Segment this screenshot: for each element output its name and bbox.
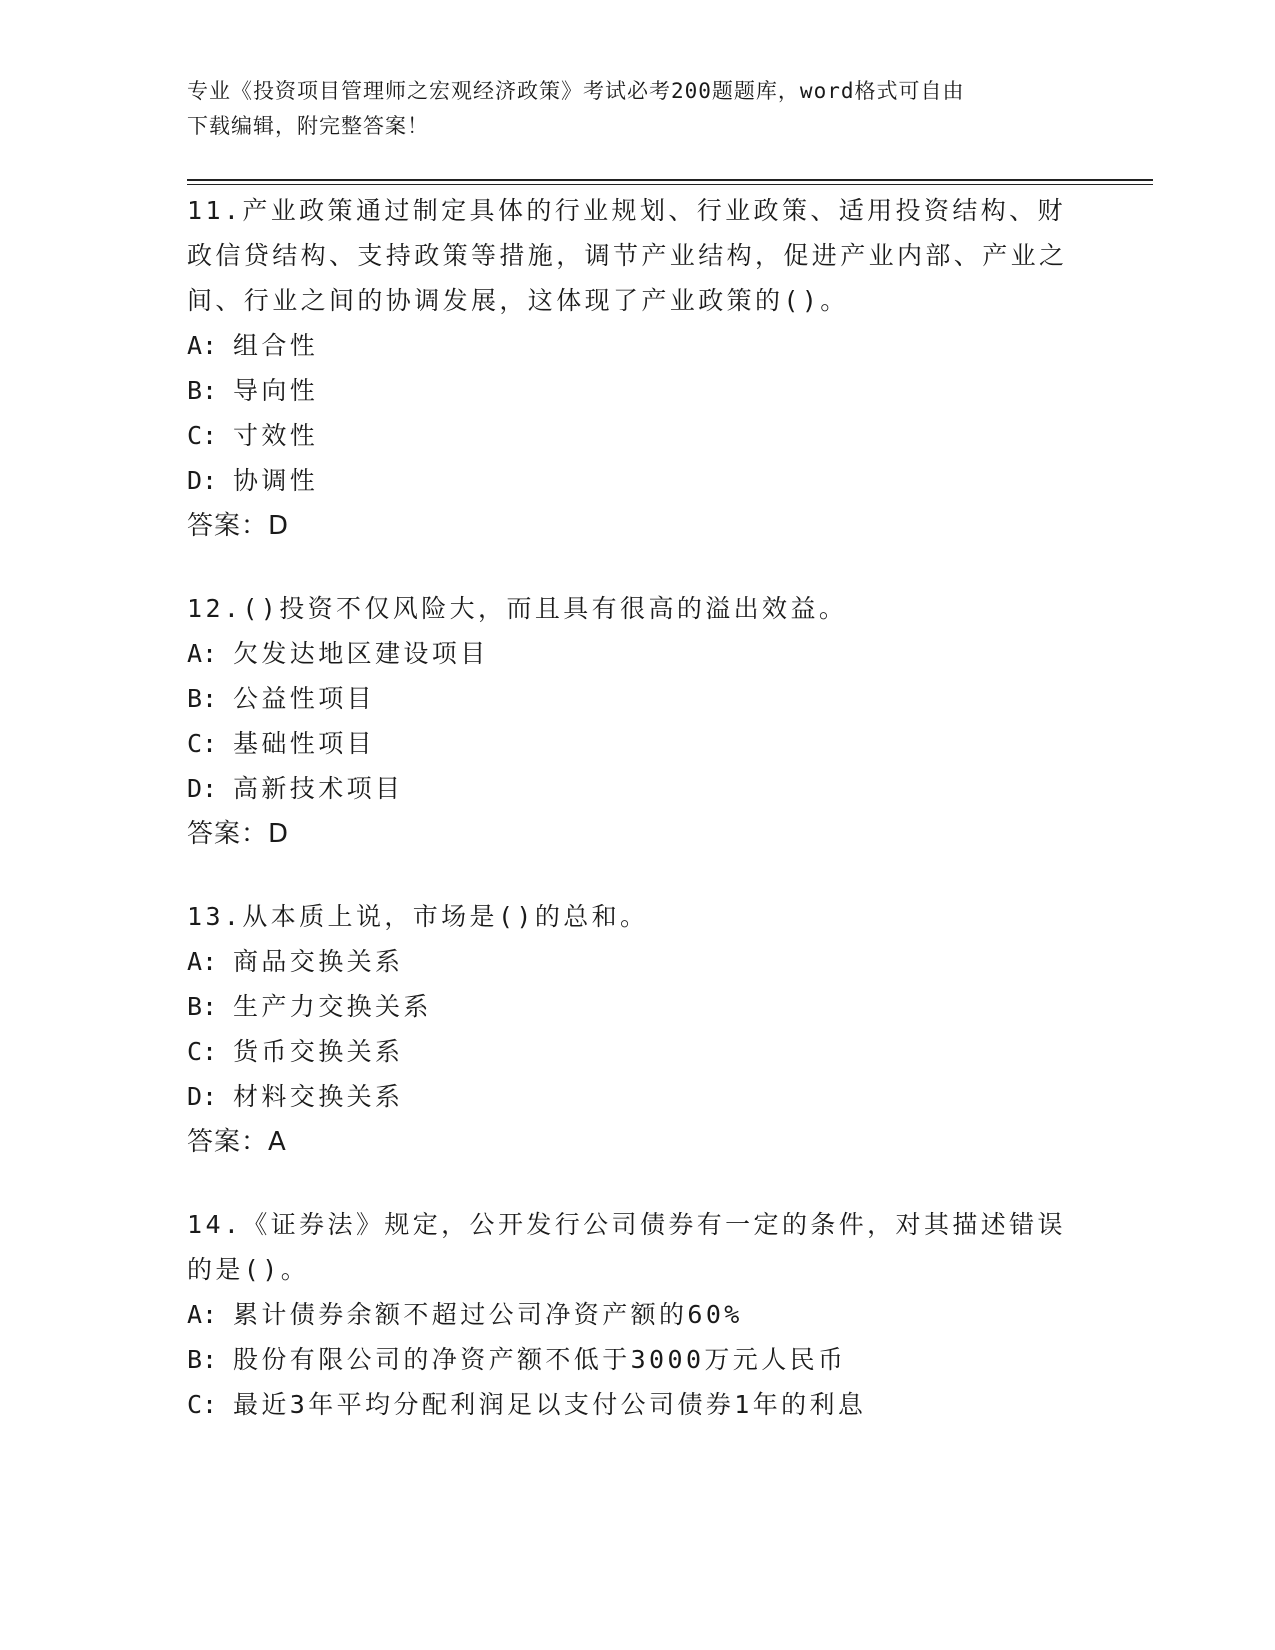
question-11 xyxy=(187,188,1087,549)
option-key: D: xyxy=(187,774,218,803)
question-text: 14.《证券法》规定，公开发行公司债券有一定的条件，对其描述错误的是()。 xyxy=(187,1210,1066,1284)
option-d xyxy=(187,458,1087,503)
question-text: 13.从本质上说，市场是()的总和。 xyxy=(187,902,649,931)
header-divider-thin xyxy=(187,184,1153,185)
option-key: B: xyxy=(187,992,218,1021)
question-list xyxy=(187,188,1087,1464)
option-a xyxy=(187,1292,1087,1337)
option-text: 高新技术项目 xyxy=(233,774,404,803)
question-12 xyxy=(187,586,1087,857)
option-key: C: xyxy=(187,421,218,450)
answer-label: 答案：D xyxy=(187,511,290,541)
option-text: 基础性项目 xyxy=(233,729,376,758)
option-c xyxy=(187,721,1087,766)
header-divider-thick xyxy=(187,179,1153,181)
option-key: B: xyxy=(187,684,218,713)
option-text: 商品交换关系 xyxy=(233,947,404,976)
option-key: A: xyxy=(187,639,218,668)
option-key: D: xyxy=(187,1082,218,1111)
option-text: 欠发达地区建设项目 xyxy=(233,639,489,668)
option-d xyxy=(187,1074,1087,1119)
option-text: 寸效性 xyxy=(233,421,319,450)
option-c xyxy=(187,1029,1087,1074)
option-text: 协调性 xyxy=(233,466,319,495)
option-key: A: xyxy=(187,947,218,976)
answer-label: 答案：A xyxy=(187,1127,287,1157)
option-key: C: xyxy=(187,1390,218,1419)
option-a xyxy=(187,631,1087,676)
option-key: D: xyxy=(187,466,218,495)
question-text: 11.产业政策通过制定具体的行业规划、行业政策、适用投资结构、财政信贷结构、支持政策等措施，调节产业结构，促进产业内部、产业之间、行业之间的协调发展，这体现了产业政策的()。 xyxy=(187,196,1068,315)
option-a xyxy=(187,939,1087,984)
option-text: 公益性项目 xyxy=(233,684,376,713)
option-text: 累计债券余额不超过公司净资产额的60% xyxy=(233,1300,743,1329)
option-text: 股份有限公司的净资产额不低于3000万元人民币 xyxy=(233,1345,847,1374)
option-text: 货币交换关系 xyxy=(233,1037,404,1066)
option-key: C: xyxy=(187,729,218,758)
option-key: A: xyxy=(187,331,218,360)
option-text: 生产力交换关系 xyxy=(233,992,432,1021)
option-text: 组合性 xyxy=(233,331,319,360)
option-a xyxy=(187,323,1087,368)
option-key: A: xyxy=(187,1300,218,1329)
question-13 xyxy=(187,894,1087,1165)
question-14 xyxy=(187,1202,1087,1427)
option-key: B: xyxy=(187,1345,218,1374)
option-c xyxy=(187,413,1087,458)
header-line-2: 下载编辑，附完整答案！ xyxy=(187,114,429,138)
option-b xyxy=(187,1337,1087,1382)
option-b xyxy=(187,368,1087,413)
answer-label: 答案：D xyxy=(187,819,290,849)
option-key: C: xyxy=(187,1037,218,1066)
document-header xyxy=(187,74,1087,144)
option-key: B: xyxy=(187,376,218,405)
question-text: 12.()投资不仅风险大，而且具有很高的溢出效益。 xyxy=(187,594,848,623)
option-text: 导向性 xyxy=(233,376,319,405)
header-line-1: 专业《投资项目管理师之宏观经济政策》考试必考200题题库，word格式可自由 xyxy=(187,79,965,103)
option-d xyxy=(187,766,1087,811)
option-b xyxy=(187,676,1087,721)
option-text: 材料交换关系 xyxy=(233,1082,404,1111)
option-b xyxy=(187,984,1087,1029)
option-c xyxy=(187,1382,1087,1427)
option-text: 最近3年平均分配利润足以支付公司债券1年的利息 xyxy=(233,1390,867,1419)
